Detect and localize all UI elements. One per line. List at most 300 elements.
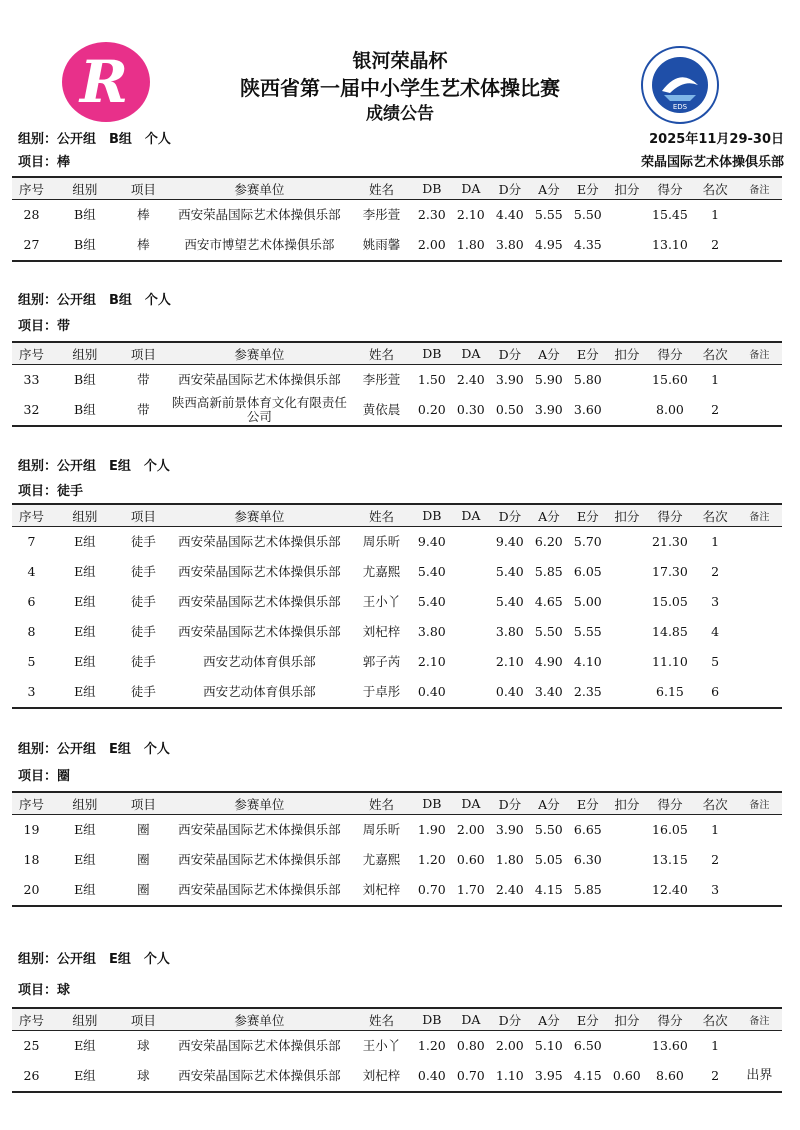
table-cell: 周乐昕 xyxy=(362,534,401,549)
table-cell: 西安荣晶国际艺术体操俱乐部 xyxy=(178,207,341,222)
column-header: 序号 xyxy=(12,504,51,527)
table-cell: 2.10 xyxy=(495,654,524,669)
table-cell: 3.90 xyxy=(495,372,524,387)
table-cell: 带 xyxy=(119,395,168,426)
table-cell: 4 xyxy=(27,564,36,579)
table-row xyxy=(12,527,782,558)
table-cell: 圈 xyxy=(137,822,150,837)
column-header: 参赛单位 xyxy=(168,342,351,365)
table-cell: 19 xyxy=(23,822,40,837)
table-cell: 4.10 xyxy=(573,654,602,669)
table-cell: 9.40 xyxy=(495,534,524,549)
table-header-row xyxy=(12,342,782,365)
column-header: 名次 xyxy=(694,792,737,815)
column-header: 备注 xyxy=(737,504,782,527)
table-cell: 5.55 xyxy=(534,207,563,222)
table-cell: 西安荣晶国际艺术体操俱乐部 xyxy=(178,822,341,837)
table-cell: 1.70 xyxy=(451,875,490,906)
table-cell xyxy=(737,647,782,677)
table-cell xyxy=(607,1031,646,1062)
table-cell: 1.50 xyxy=(417,372,446,387)
table-cell: 3.40 xyxy=(529,677,568,708)
table-cell: 12.40 xyxy=(646,875,693,906)
table-cell: 1.90 xyxy=(417,822,446,837)
table-cell: E组 xyxy=(51,677,119,708)
table-cell: 27 xyxy=(12,230,51,261)
table-cell: 徒手 xyxy=(130,624,156,639)
table-cell xyxy=(737,677,782,708)
column-header: 组别 xyxy=(51,792,119,815)
column-header: A分 xyxy=(529,177,568,200)
results-table xyxy=(12,176,782,262)
table-cell: 25 xyxy=(23,1038,40,1053)
table-cell: 5.10 xyxy=(534,1038,563,1053)
table-cell: 西安荣晶国际艺术体操俱乐部 xyxy=(178,372,341,387)
table-cell xyxy=(607,587,646,617)
table-cell: E组 xyxy=(74,534,96,549)
table-cell xyxy=(607,845,646,875)
column-header: 组别 xyxy=(51,1008,119,1031)
table-header-row xyxy=(12,177,782,200)
section-group-label: 组别：公开组 E组 个人 xyxy=(18,952,170,967)
column-header: 得分 xyxy=(646,1008,693,1031)
table-cell: 西安荣晶国际艺术体操俱乐部 xyxy=(178,534,341,549)
logo-right-text: EDS xyxy=(672,103,688,111)
table-cell: 13.10 xyxy=(646,230,693,261)
table-cell: 2 xyxy=(711,852,720,867)
table-cell: 0.40 xyxy=(490,677,529,708)
table-cell: 西安市博望艺术体操俱乐部 xyxy=(168,230,351,261)
section-group-label: 组别：公开组 E组 个人 xyxy=(18,742,170,757)
column-header: 得分 xyxy=(646,504,693,527)
section-item-label: 项目：圈 xyxy=(18,769,71,784)
column-header: 项目 xyxy=(119,177,168,200)
logo-letter: R xyxy=(79,48,129,116)
column-header: D分 xyxy=(490,177,529,200)
column-header: 序号 xyxy=(12,342,51,365)
table-cell: 王小丫 xyxy=(362,594,401,609)
table-cell: 1 xyxy=(711,822,720,837)
column-header: 姓名 xyxy=(351,504,413,527)
table-cell: 5.50 xyxy=(534,822,563,837)
table-cell xyxy=(451,647,490,677)
column-header: 参赛单位 xyxy=(168,504,351,527)
table-cell: 黄依晨 xyxy=(351,395,413,426)
column-header: D分 xyxy=(490,504,529,527)
table-cell: 5.85 xyxy=(568,875,607,906)
table-header-row xyxy=(12,1008,782,1031)
table-cell: 2 xyxy=(694,395,737,426)
table-row xyxy=(12,395,782,426)
table-row xyxy=(12,815,782,846)
table-cell xyxy=(737,395,782,426)
column-header: D分 xyxy=(490,1008,529,1031)
table-cell xyxy=(607,527,646,558)
table-cell: 圈 xyxy=(137,852,150,867)
table-cell: E组 xyxy=(51,875,119,906)
column-header: 备注 xyxy=(737,177,782,200)
table-cell: 2.40 xyxy=(490,875,529,906)
title-competition: 陕西省第一届中小学生艺术体操比赛 xyxy=(240,76,560,100)
table-cell: 西安荣晶国际艺术体操俱乐部 xyxy=(178,624,341,639)
table-cell: 33 xyxy=(23,372,40,387)
table-cell: 刘杞梓 xyxy=(351,875,413,906)
table-cell xyxy=(607,395,646,426)
table-cell: E组 xyxy=(74,564,96,579)
table-cell: 2 xyxy=(694,230,737,261)
column-header: 参赛单位 xyxy=(168,1008,351,1031)
table-cell: 1 xyxy=(711,207,720,222)
column-header: E分 xyxy=(568,1008,607,1031)
column-header: 组别 xyxy=(51,177,119,200)
column-header: E分 xyxy=(568,342,607,365)
table-cell: 3 xyxy=(694,875,737,906)
table-cell: 西安艺动体育俱乐部 xyxy=(203,654,316,669)
table-row xyxy=(12,875,782,906)
table-cell xyxy=(607,557,646,587)
table-cell: 2 xyxy=(711,564,720,579)
table-cell: 西安荣晶国际艺术体操俱乐部 xyxy=(178,564,341,579)
table-cell: 0.30 xyxy=(451,395,490,426)
table-cell: 8.60 xyxy=(646,1061,693,1092)
table-cell: 姚雨馨 xyxy=(351,230,413,261)
table-cell: 5.90 xyxy=(534,372,563,387)
event-date: 2025年11月29-30日 xyxy=(649,132,784,147)
meta-row xyxy=(18,128,784,147)
section-item-label: 项目：带 xyxy=(18,319,71,334)
table-cell xyxy=(607,230,646,261)
table-cell: 1.20 xyxy=(417,1038,446,1053)
table-cell: 0.20 xyxy=(412,395,451,426)
table-cell: 6.20 xyxy=(534,534,563,549)
table-cell: 西安荣晶国际艺术体操俱乐部 xyxy=(178,1038,341,1053)
column-header: E分 xyxy=(568,177,607,200)
table-cell: 5.50 xyxy=(573,207,602,222)
table-cell: 14.85 xyxy=(652,624,688,639)
column-header: 扣分 xyxy=(607,342,646,365)
table-cell: 3.60 xyxy=(568,395,607,426)
table-cell: 21.30 xyxy=(652,534,688,549)
table-cell: 0.70 xyxy=(451,1061,490,1092)
table-cell: 5.85 xyxy=(534,564,563,579)
table-cell: 17.30 xyxy=(652,564,688,579)
table-cell: 4.15 xyxy=(568,1061,607,1092)
column-header: 得分 xyxy=(646,342,693,365)
table-header-row xyxy=(12,504,782,527)
column-header: DB xyxy=(412,504,451,527)
column-header: DB xyxy=(412,792,451,815)
table-cell: 4.65 xyxy=(534,594,563,609)
table-cell xyxy=(737,365,782,396)
column-header: DA xyxy=(451,342,490,365)
table-cell xyxy=(737,845,782,875)
column-header: 得分 xyxy=(646,792,693,815)
table-cell: 4.40 xyxy=(495,207,524,222)
table-cell: 王小丫 xyxy=(362,1038,401,1053)
table-cell xyxy=(607,617,646,647)
table-cell: B组 xyxy=(51,230,119,261)
table-cell: 4.90 xyxy=(534,654,563,669)
table-cell: 3.80 xyxy=(490,230,529,261)
section-group-label: 组别：公开组 B组 个人 xyxy=(18,293,171,308)
table-cell: B组 xyxy=(74,207,96,222)
column-header: 组别 xyxy=(51,504,119,527)
table-cell: 棒 xyxy=(119,230,168,261)
section-item-label: 项目：徒手 xyxy=(18,484,84,499)
results-table xyxy=(12,791,782,907)
column-header: 扣分 xyxy=(607,1008,646,1031)
table-cell: 26 xyxy=(12,1061,51,1092)
table-cell xyxy=(451,617,490,647)
column-header: 姓名 xyxy=(351,1008,413,1031)
table-cell: 5.50 xyxy=(534,624,563,639)
table-cell: 1 xyxy=(711,1038,720,1053)
table-cell: 0.40 xyxy=(412,677,451,708)
table-cell xyxy=(737,230,782,261)
table-cell: 于卓彤 xyxy=(351,677,413,708)
column-header: 备注 xyxy=(737,792,782,815)
table-row xyxy=(12,200,782,231)
table-cell: 球 xyxy=(137,1038,150,1053)
table-cell: 13.15 xyxy=(652,852,688,867)
results-table xyxy=(12,341,782,427)
column-header: 项目 xyxy=(119,1008,168,1031)
table-cell: 5.40 xyxy=(417,564,446,579)
table-cell: 李彤萱 xyxy=(362,372,401,387)
column-header: 扣分 xyxy=(607,504,646,527)
section-group-label: 组别：公开组 E组 个人 xyxy=(18,459,170,474)
table-cell: 徒手 xyxy=(130,654,156,669)
column-header: 序号 xyxy=(12,177,51,200)
table-cell: 20 xyxy=(12,875,51,906)
table-cell: 5.80 xyxy=(573,372,602,387)
table-cell: 带 xyxy=(137,372,150,387)
table-cell xyxy=(451,557,490,587)
table-cell: 3 xyxy=(12,677,51,708)
table-cell: E组 xyxy=(51,1061,119,1092)
table-row xyxy=(12,677,782,708)
table-header-row xyxy=(12,792,782,815)
column-header: 项目 xyxy=(119,792,168,815)
table-cell: 1.80 xyxy=(451,230,490,261)
table-cell: 4 xyxy=(711,624,720,639)
table-cell: 1 xyxy=(711,372,720,387)
column-header: D分 xyxy=(490,792,529,815)
column-header: 名次 xyxy=(694,504,737,527)
column-header: 名次 xyxy=(694,1008,737,1031)
table-row xyxy=(12,557,782,587)
table-cell: 2.10 xyxy=(456,207,485,222)
column-header: 名次 xyxy=(694,177,737,200)
table-cell: 28 xyxy=(23,207,40,222)
table-cell: 6.30 xyxy=(573,852,602,867)
table-cell: 球 xyxy=(119,1061,168,1092)
column-header: 扣分 xyxy=(607,792,646,815)
table-row xyxy=(12,1061,782,1092)
title-cup: 银河荣晶杯 xyxy=(352,50,448,72)
table-cell: 4.35 xyxy=(568,230,607,261)
column-header: 扣分 xyxy=(607,177,646,200)
table-cell: 1.10 xyxy=(490,1061,529,1092)
table-cell: 尤嘉熙 xyxy=(362,852,401,867)
table-cell: 6 xyxy=(694,677,737,708)
table-cell: 15.60 xyxy=(652,372,688,387)
table-cell xyxy=(607,677,646,708)
column-header: 参赛单位 xyxy=(168,177,351,200)
table-cell: 5 xyxy=(711,654,720,669)
column-header: 姓名 xyxy=(351,342,413,365)
column-header: A分 xyxy=(529,1008,568,1031)
table-cell: 13.60 xyxy=(652,1038,688,1053)
table-cell: 棒 xyxy=(137,207,150,222)
table-cell xyxy=(607,200,646,231)
table-cell: 8.00 xyxy=(646,395,693,426)
table-cell: 15.45 xyxy=(652,207,688,222)
table-cell xyxy=(607,647,646,677)
table-cell: E组 xyxy=(74,822,96,837)
title-results: 成绩公告 xyxy=(366,104,434,124)
table-cell: 6.05 xyxy=(573,564,602,579)
table-cell: 5.40 xyxy=(495,564,524,579)
column-header: DA xyxy=(451,504,490,527)
table-cell: 刘杞梓 xyxy=(362,624,401,639)
table-cell: 5.55 xyxy=(573,624,602,639)
table-cell: 2.40 xyxy=(456,372,485,387)
table-cell: 3.95 xyxy=(529,1061,568,1092)
table-cell: 2 xyxy=(694,1061,737,1092)
table-cell: 0.60 xyxy=(456,852,485,867)
table-cell xyxy=(451,587,490,617)
table-cell: 32 xyxy=(12,395,51,426)
results-table xyxy=(12,503,782,709)
table-cell xyxy=(737,557,782,587)
column-header: DB xyxy=(412,342,451,365)
section-item-label: 项目：球 xyxy=(18,983,71,998)
table-cell: E组 xyxy=(74,654,96,669)
table-cell xyxy=(737,587,782,617)
table-cell xyxy=(451,527,490,558)
table-cell: 尤嘉熙 xyxy=(362,564,401,579)
table-cell: 16.05 xyxy=(652,822,688,837)
table-cell: 0.50 xyxy=(490,395,529,426)
results-table xyxy=(12,1007,782,1093)
table-row xyxy=(12,1031,782,1062)
table-cell: 18 xyxy=(23,852,40,867)
column-header: A分 xyxy=(529,792,568,815)
table-cell: 7 xyxy=(27,534,36,549)
column-header: 序号 xyxy=(12,1008,51,1031)
table-cell: 徒手 xyxy=(119,677,168,708)
table-cell: E组 xyxy=(74,1038,96,1053)
table-cell: 徒手 xyxy=(130,594,156,609)
table-cell xyxy=(607,815,646,846)
table-cell: 3.90 xyxy=(495,822,524,837)
table-cell: 5.40 xyxy=(495,594,524,609)
table-cell: 徒手 xyxy=(130,564,156,579)
table-cell: B组 xyxy=(74,372,96,387)
column-header: 项目 xyxy=(119,342,168,365)
table-cell: 4.15 xyxy=(529,875,568,906)
table-cell: 西安荣晶国际艺术体操俱乐部 xyxy=(168,875,351,906)
first-group-label: 组别：公开组 B组 个人 xyxy=(18,132,171,147)
table-cell: 11.10 xyxy=(652,654,688,669)
table-cell: 3 xyxy=(711,594,720,609)
table-cell: 圈 xyxy=(119,875,168,906)
host-club-label: 荣晶国际艺术体操俱乐部 xyxy=(640,155,784,170)
table-cell: 5.00 xyxy=(573,594,602,609)
table-cell: 3.80 xyxy=(495,624,524,639)
table-cell: 6 xyxy=(27,594,36,609)
column-header: DA xyxy=(451,177,490,200)
column-header: 项目 xyxy=(119,504,168,527)
table-cell: 2.30 xyxy=(417,207,446,222)
column-header: D分 xyxy=(490,342,529,365)
table-cell: 0.40 xyxy=(412,1061,451,1092)
table-cell: 西安艺动体育俱乐部 xyxy=(168,677,351,708)
column-header: DA xyxy=(451,792,490,815)
table-cell: 郭子芮 xyxy=(362,654,401,669)
table-cell: 2.10 xyxy=(417,654,446,669)
table-cell xyxy=(737,200,782,231)
table-row xyxy=(12,230,782,261)
table-cell: 李彤萱 xyxy=(362,207,401,222)
table-cell: 1.80 xyxy=(495,852,524,867)
table-cell xyxy=(737,617,782,647)
table-cell xyxy=(607,365,646,396)
table-cell: 0.70 xyxy=(412,875,451,906)
table-cell: 0.60 xyxy=(607,1061,646,1092)
page-header xyxy=(0,0,800,128)
table-cell: 2.35 xyxy=(568,677,607,708)
table-cell: 6.50 xyxy=(573,1038,602,1053)
table-cell xyxy=(737,875,782,906)
column-header: A分 xyxy=(529,342,568,365)
table-cell xyxy=(737,815,782,846)
table-row xyxy=(12,365,782,396)
column-header: E分 xyxy=(568,504,607,527)
table-cell: 15.05 xyxy=(652,594,688,609)
table-cell: 6.15 xyxy=(646,677,693,708)
table-cell: 2.00 xyxy=(456,822,485,837)
table-cell xyxy=(737,1031,782,1062)
column-header: 得分 xyxy=(646,177,693,200)
table-row xyxy=(12,587,782,617)
table-row xyxy=(12,617,782,647)
table-cell: 5.40 xyxy=(417,594,446,609)
table-cell: 5.70 xyxy=(573,534,602,549)
table-row xyxy=(12,845,782,875)
column-header: 备注 xyxy=(737,1008,782,1031)
column-header: 姓名 xyxy=(351,177,413,200)
table-cell: 8 xyxy=(27,624,36,639)
table-cell: B组 xyxy=(51,395,119,426)
table-cell: E组 xyxy=(74,852,96,867)
table-cell: E组 xyxy=(74,594,96,609)
table-cell: 2.00 xyxy=(412,230,451,261)
table-cell: 2.00 xyxy=(495,1038,524,1053)
column-header: E分 xyxy=(568,792,607,815)
table-cell: 西安荣晶国际艺术体操俱乐部 xyxy=(178,594,341,609)
column-header: 名次 xyxy=(694,342,737,365)
column-header: DB xyxy=(412,177,451,200)
table-cell: 5 xyxy=(27,654,36,669)
table-cell: 4.95 xyxy=(529,230,568,261)
column-header: 组别 xyxy=(51,342,119,365)
table-cell: 5.05 xyxy=(534,852,563,867)
column-header: A分 xyxy=(529,504,568,527)
table-cell: 刘杞梓 xyxy=(351,1061,413,1092)
column-header: DA xyxy=(451,1008,490,1031)
